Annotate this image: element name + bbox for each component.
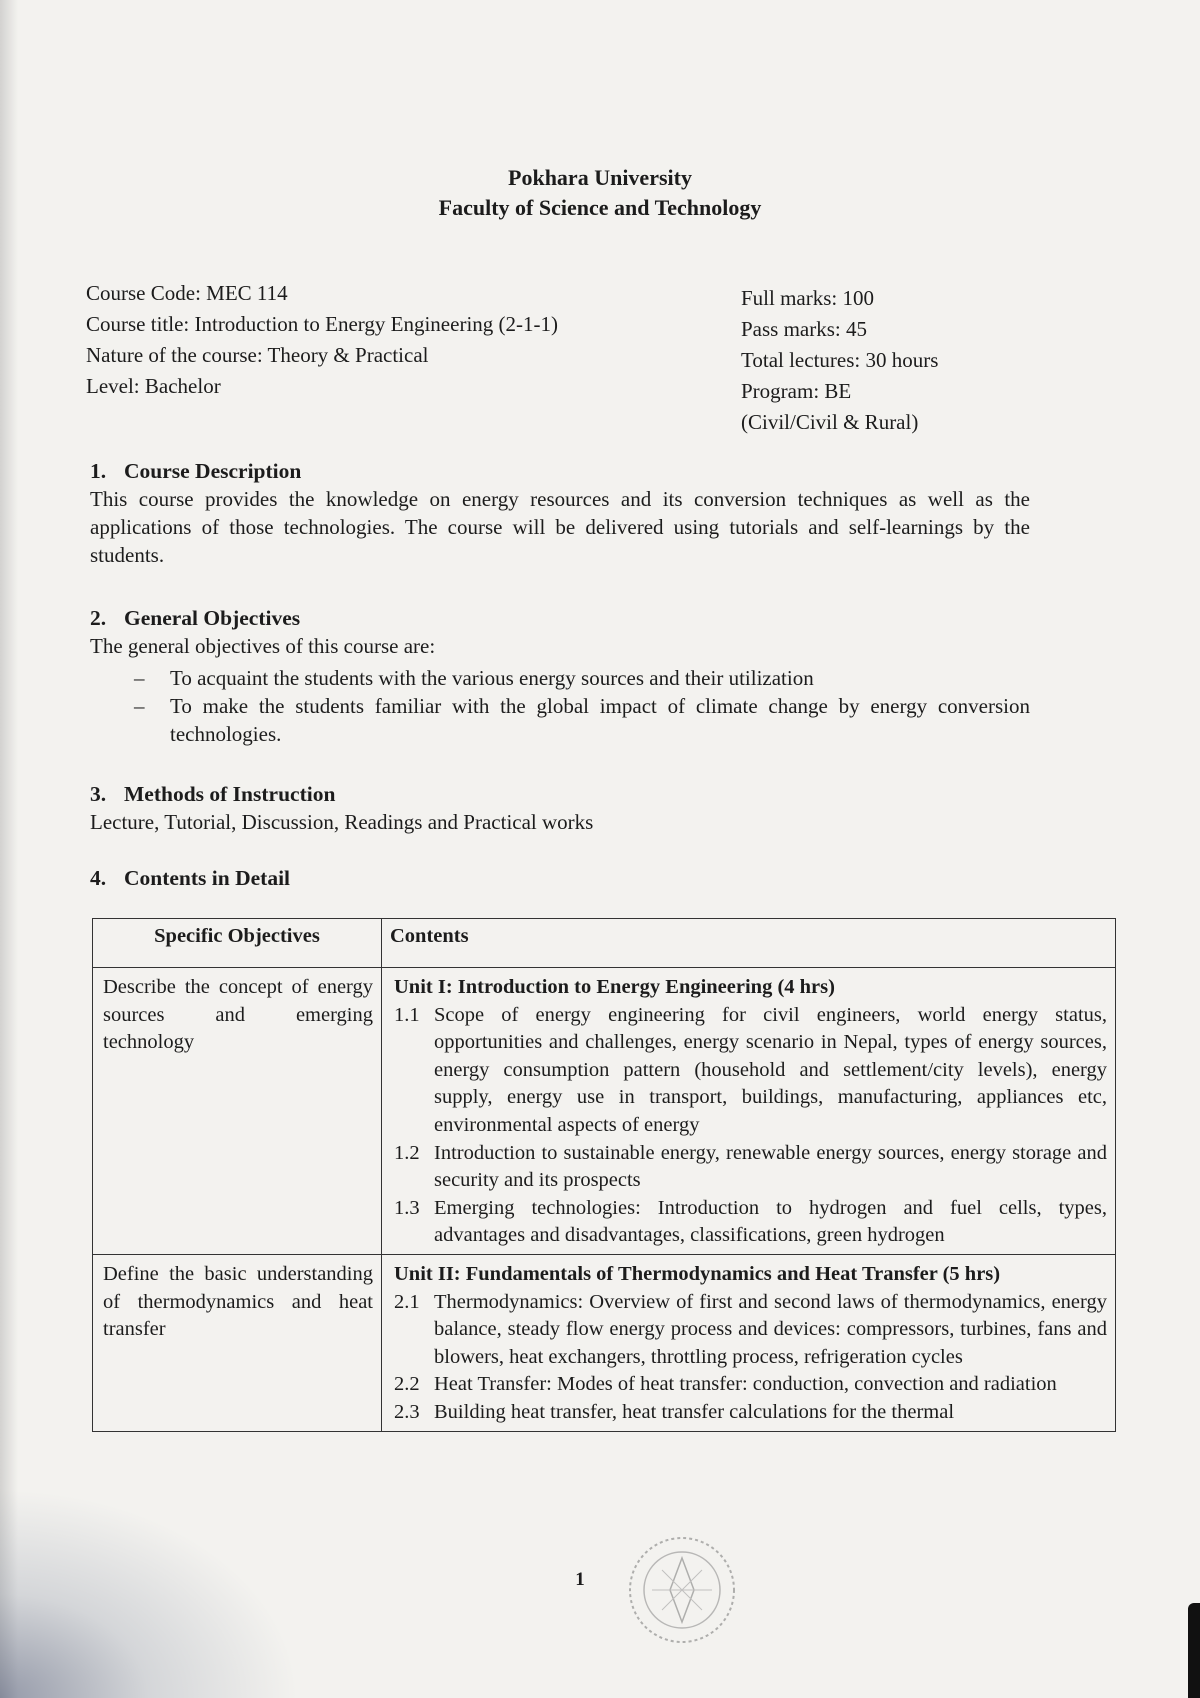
contents-cell — [382, 968, 1116, 1255]
page-number: 1 — [575, 1569, 585, 1590]
section-methods-of-instruction — [90, 780, 1030, 836]
course-info-right — [741, 283, 938, 438]
course-code: Course Code: MEC 114 — [86, 281, 288, 305]
contents-cell — [382, 1254, 1116, 1431]
content-item — [394, 1371, 1107, 1399]
item-number: 2.1 — [394, 1290, 420, 1313]
section-number: 2. — [90, 606, 107, 630]
program-detail: (Civil/Civil & Rural) — [741, 410, 919, 434]
list-item — [90, 692, 1030, 748]
course-description-text: This course provides the knowledge on energy resources and its conversion techniques as well as the applications of those technologies. The course will be delivered using tutorials and self-learnings by the students. — [90, 487, 1030, 567]
item-number: 1.2 — [394, 1141, 420, 1164]
item-number: 1.1 — [394, 1003, 420, 1026]
content-item — [394, 1399, 1107, 1427]
section-heading — [90, 604, 1030, 632]
section-number: 3. — [90, 782, 107, 806]
faculty-name: Faculty of Science and Technology — [438, 195, 762, 220]
section-number: 4. — [90, 866, 107, 890]
university-name: Pokhara University — [508, 165, 692, 190]
list-item — [90, 664, 1030, 692]
item-number: 1.3 — [394, 1196, 420, 1219]
item-text: Emerging technologies: Introduction to hydrogen and fuel cells, types, advantages and disadvantages, classifications, green hydrogen — [434, 1196, 1107, 1247]
objective-cell: Define the basic understanding of thermodynamics and heat transfer — [93, 1254, 382, 1431]
scan-shadow-corner — [0, 1488, 300, 1698]
section-number: 1. — [90, 459, 107, 483]
scan-edge-mark — [1188, 1603, 1200, 1698]
objective-text: To acquaint the students with the various energy sources and their utilization — [170, 666, 814, 690]
course-title: Course title: Introduction to Energy Engineering (2-1-1) — [86, 312, 558, 336]
section-heading — [90, 780, 1030, 808]
section-course-description — [90, 457, 1030, 569]
section-title: General Objectives — [124, 606, 301, 630]
objectives-list — [90, 664, 1030, 748]
section-heading — [90, 457, 1030, 485]
objectives-intro: The general objectives of this course are: — [90, 634, 436, 658]
content-item — [394, 1195, 1107, 1250]
unit-title: Unit II: Fundamentals of Thermodynamics and Heat Transfer (5 hrs) — [394, 1262, 1001, 1285]
total-lectures: Total lectures: 30 hours — [741, 348, 939, 372]
section-general-objectives — [90, 604, 1030, 748]
item-text: Heat Transfer: Modes of heat transfer: conduction, convection and radiation — [434, 1373, 1057, 1396]
scan-shadow-left — [0, 0, 18, 1698]
pass-marks: Pass marks: 45 — [741, 317, 867, 341]
item-text: Building heat transfer, heat transfer calculations for the thermal — [434, 1400, 955, 1423]
unit-title: Unit I: Introduction to Energy Engineering (4 hrs) — [394, 976, 835, 998]
section-title: Course Description — [124, 459, 302, 483]
course-info-left — [86, 278, 558, 402]
content-item — [394, 1140, 1107, 1195]
item-number: 2.2 — [394, 1373, 420, 1396]
item-text: Introduction to sustainable energy, renewable energy sources, energy storage and security and its prospects — [434, 1141, 1107, 1192]
item-number: 2.3 — [394, 1400, 420, 1423]
objective-text: To make the students familiar with the global impact of climate change by energy conversion technologies. — [170, 694, 1030, 746]
item-text: Scope of energy engineering for civil engineers, world energy status, opportunities and challenges, energy scenario in Nepal, types of energy sources, energy consumption pattern (household and settlement/city levels), energy supply, energy use in transport, buildings, manufacturing, appliances etc, environmental aspects of energy — [434, 1003, 1107, 1136]
header-specific-objectives: Specific Objectives — [93, 919, 382, 968]
contents-table — [92, 918, 1116, 1432]
methods-text: Lecture, Tutorial, Discussion, Readings and Practical works — [90, 810, 594, 834]
course-level: Level: Bachelor — [86, 374, 221, 398]
document-header — [0, 163, 1200, 223]
full-marks: Full marks: 100 — [741, 286, 875, 310]
objective-cell: Describe the concept of energy sources and emerging technology — [93, 968, 382, 1255]
table-header-row — [93, 919, 1116, 968]
table-row — [93, 968, 1116, 1255]
content-item — [394, 1002, 1107, 1140]
section-title: Contents in Detail — [124, 866, 291, 890]
section-contents-in-detail — [90, 864, 1030, 892]
table-row — [93, 1254, 1116, 1431]
content-item — [394, 1289, 1107, 1372]
dash-bullet: – — [134, 666, 145, 690]
header-contents: Contents — [382, 919, 1116, 968]
item-text: Thermodynamics: Overview of first and second laws of thermodynamics, energy balance, steady flow energy process and devices: compressors, turbines, fans and blowers, heat exchangers, throttling process, refrigeration cycles — [434, 1290, 1107, 1368]
course-nature: Nature of the course: Theory & Practical — [86, 343, 429, 367]
section-title: Methods of Instruction — [124, 782, 336, 806]
section-heading — [90, 864, 1030, 892]
program: Program: BE — [741, 379, 852, 403]
dash-bullet: – — [134, 694, 145, 718]
